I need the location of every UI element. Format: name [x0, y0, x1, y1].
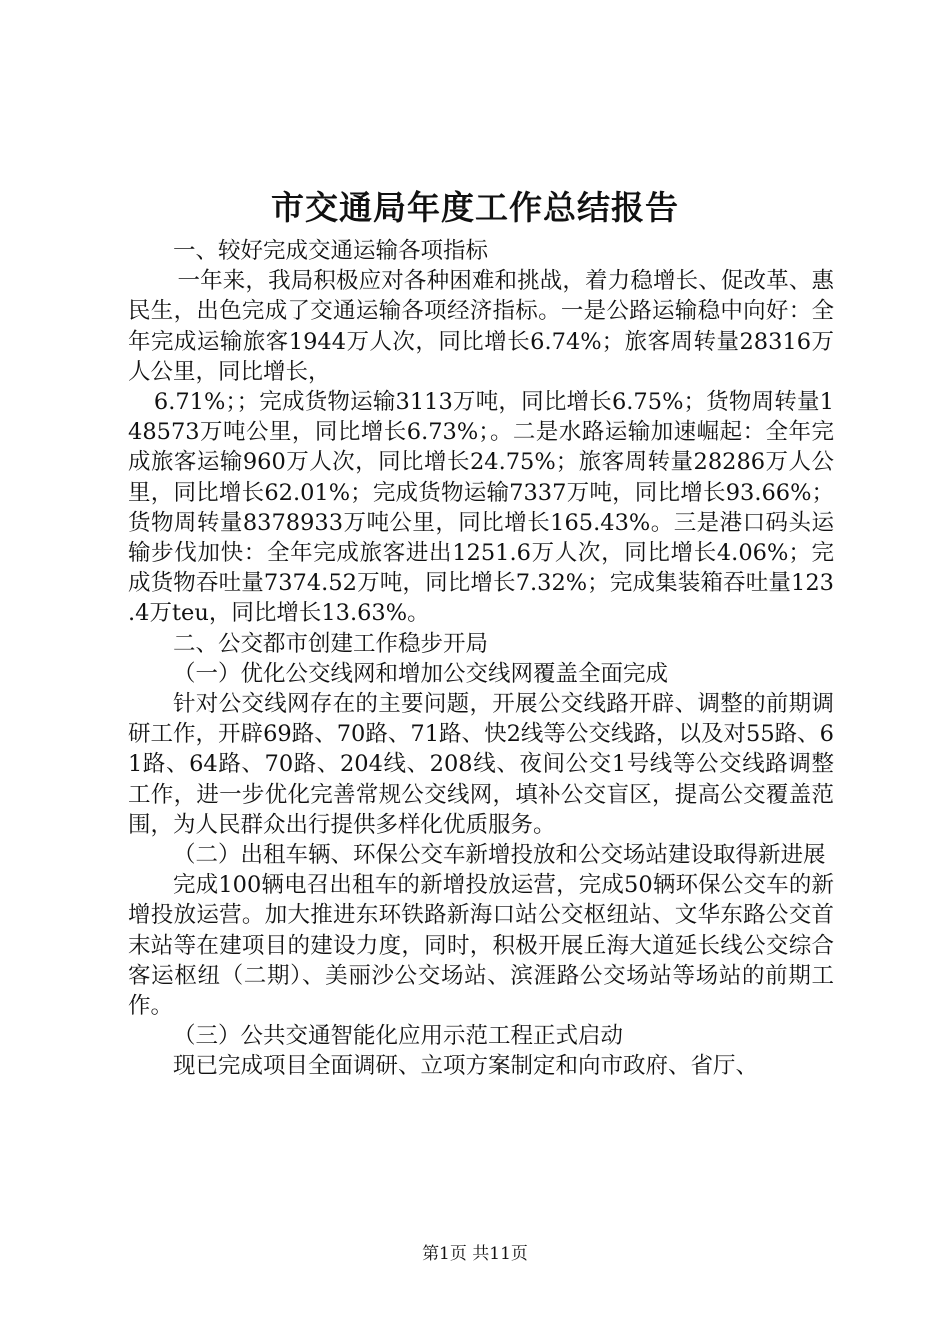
paragraph-smart-transit: 现已完成项目全面调研、立项方案制定和向市政府、省厅、	[173, 1053, 759, 1080]
paragraph-transport-stats: 6.71%；；完成货物运输3113万吨，同比增长6.75%；货物周转量148573万吨公里，同比增长6.73%；。二是水路运输加速崛起：全年完成旅客运输960万人次，同比增长24.75%；旅客周转量28286万人公里，同比增长62.01%；完成货物运输7337万吨，同比增长93.66%；货物周转量8378933万吨公里，同比增长165.43%。三是港口码头运输步伐加快：全年完成旅客进出1251.6万人次，同比增长4.06%；完成货物吞吐量7374.52万吨，同比增长7.32%；完成集装箱吞吐量123.4万teu，同比增长13.63%。	[128, 389, 834, 627]
section-heading-2: 二、公交都市创建工作稳步开局	[173, 630, 489, 657]
subsection-heading-2: （二）出租车辆、环保公交车新增投放和公交场站建设取得新进展	[173, 842, 826, 869]
document-body	[128, 236, 834, 1082]
paragraph-bus-network: 针对公交线网存在的主要问题，开展公交线路开辟、调整的前期调研工作，开辟69路、70路、71路、快2线等公交线路，以及对55路、61路、64路、70路、204线、208线、夜间公交1号线等公交线路调整工作，进一步优化完善常规公交线网，填补公交盲区，提高公交覆盖范围，为人民群众出行提供多样化优质服务。	[128, 691, 834, 838]
subsection-heading-3: （三）公共交通智能化应用示范工程正式启动	[173, 1023, 624, 1050]
document-title: 市交通局年度工作总结报告	[271, 188, 679, 227]
paragraph-highway-stats: 一年来，我局积极应对各种困难和挑战，着力稳增长、促改革、惠民生，出色完成了交通运输各项经济指标。一是公路运输稳中向好：全年完成运输旅客1944万人次，同比增长6.74%；旅客周转量28316万人公里，同比增长，	[128, 268, 834, 385]
page-number-footer: 第1页 共11页	[422, 1244, 528, 1264]
paragraph-taxi-stations: 完成100辆电召出租车的新增投放运营，完成50辆环保公交车的新增投放运营。加大推进东环铁路新海口站公交枢纽站、文华东路公交首末站等在建项目的建设力度，同时，积极开展丘海大道延长线公交综合客运枢纽（二期）、美丽沙公交场站、滨涯路公交场站等场站的前期工作。	[128, 872, 834, 1020]
subsection-heading-1: （一）优化公交线网和增加公交线网覆盖全面完成	[173, 660, 669, 687]
section-heading-1: 一、较好完成交通运输各项指标	[173, 238, 489, 264]
